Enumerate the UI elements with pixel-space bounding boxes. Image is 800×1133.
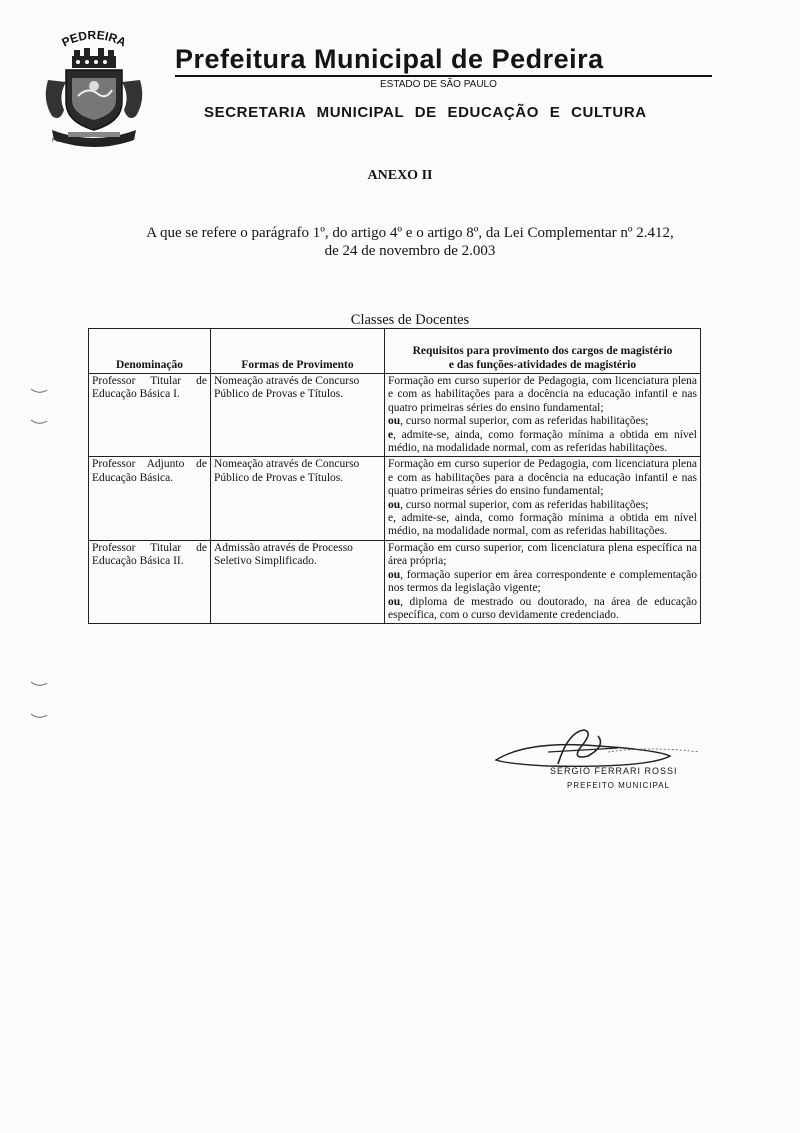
municipality-title: Prefeitura Municipal de Pedreira xyxy=(175,44,604,74)
table-row xyxy=(89,457,701,540)
requirement-lead: ou xyxy=(388,498,401,511)
signatory-role: PREFEITO MUNICIPAL xyxy=(567,781,671,790)
cell-requisitos xyxy=(385,540,701,623)
annex-heading: ANEXO II xyxy=(367,168,433,183)
requirement-text xyxy=(388,499,697,512)
requirement-body: , diploma de mestrado ou doutorado, na área de educação específica, com o curso devidamente credenciado. xyxy=(388,595,697,621)
requirement-body: , curso normal superior, com as referidas habilitações; xyxy=(400,498,649,511)
margin-mark xyxy=(30,387,48,395)
margin-mark xyxy=(30,712,48,720)
handwritten-signature xyxy=(488,726,708,786)
crest-motto: Flor da Porcelana xyxy=(52,138,100,144)
requirement-lead: e xyxy=(388,428,394,441)
title-underline xyxy=(175,75,712,77)
margin-mark xyxy=(30,680,48,688)
cell-provimento: Nomeação através de Concurso Público de Provas e Títulos. xyxy=(211,457,385,540)
cell-denominacao: Professor Adjunto de Educação Básica. xyxy=(89,457,211,540)
signatory-name: SERGIO FERRARI ROSSI xyxy=(550,766,678,776)
requirement-body: , admite-se, ainda, como formação mínima a obtida em nível médio, na modalidade normal, com as referidas habilitações. xyxy=(388,428,697,455)
secretaria-heading: SECRETARIA MUNICIPAL DE EDUCAÇÃO E CULTURA xyxy=(204,104,647,121)
requirement-text xyxy=(388,569,697,596)
requirement-text xyxy=(388,596,697,623)
requirement-text xyxy=(388,415,697,428)
cell-denominacao: Professor Titular de Educação Básica I. xyxy=(89,374,211,457)
table-row xyxy=(89,374,701,457)
cell-denominacao: Professor Titular de Educação Básica II. xyxy=(89,540,211,623)
teacher-classes-table xyxy=(88,328,701,624)
svg-text:PEDREIRA xyxy=(60,30,129,50)
table-row xyxy=(89,540,701,623)
requirement-text: Formação em curso superior, com licenciatura plena específica na área própria; xyxy=(388,541,697,568)
requirement-lead: ou xyxy=(388,568,401,581)
requirement-text: e, admite-se, ainda, como formação mínima a obtida em nível médio, na modalidade normal, com as referidas habilitações. xyxy=(388,512,697,538)
requirement-body: , curso normal superior, com as referidas habilitações; xyxy=(400,415,649,428)
cell-requisitos xyxy=(385,374,701,457)
table-caption: Classes de Docentes xyxy=(350,312,470,328)
cell-provimento: Nomeação através de Concurso Público de Provas e Títulos. xyxy=(211,374,385,457)
requirement-lead: ou xyxy=(388,595,401,608)
header-requisitos-line2: e das funções-atividades de magistério xyxy=(448,358,637,371)
legal-reference xyxy=(110,224,710,260)
municipal-crest-logo xyxy=(38,30,150,148)
table-header-row xyxy=(89,329,701,374)
state-subtitle: ESTADO DE SÃO PAULO xyxy=(380,79,497,90)
requirement-text: Formação em curso superior de Pedagogia, com licenciatura plena e com as habilitações para a docência na educação infantil e nas quatro primeiras séries do ensino fundamental; xyxy=(388,375,697,414)
header-formas-provimento: Formas de Provimento xyxy=(211,329,385,374)
crest-arc-text: PEDREIRA xyxy=(59,30,129,50)
header-requisitos-line1: Requisitos para provimento dos cargos de magistério xyxy=(412,345,673,358)
requirement-text: Formação em curso superior de Pedagogia, com licenciatura plena e com as habilitações para a docência na educação infantil e nas quatro primeiras séries do ensino fundamental; xyxy=(388,458,697,498)
header-requisitos xyxy=(385,329,701,374)
requirement-lead: ou xyxy=(388,415,401,428)
legal-reference-line2: de 24 de novembro de 2.003 xyxy=(324,243,496,259)
cell-provimento: Admissão através de Processo Seletivo Simplificado. xyxy=(211,540,385,623)
header-denominacao: Denominação xyxy=(89,329,211,374)
margin-mark xyxy=(30,418,48,426)
legal-reference-line1: A que se refere o parágrafo 1º, do artigo 4º e o artigo 8º, da Lei Complementar nº 2.412, xyxy=(146,225,674,241)
requirement-body: , formação superior em área correspondente e complementação nos termos da legislação vigente; xyxy=(388,568,697,595)
requirement-text xyxy=(388,429,697,456)
cell-requisitos xyxy=(385,457,701,540)
